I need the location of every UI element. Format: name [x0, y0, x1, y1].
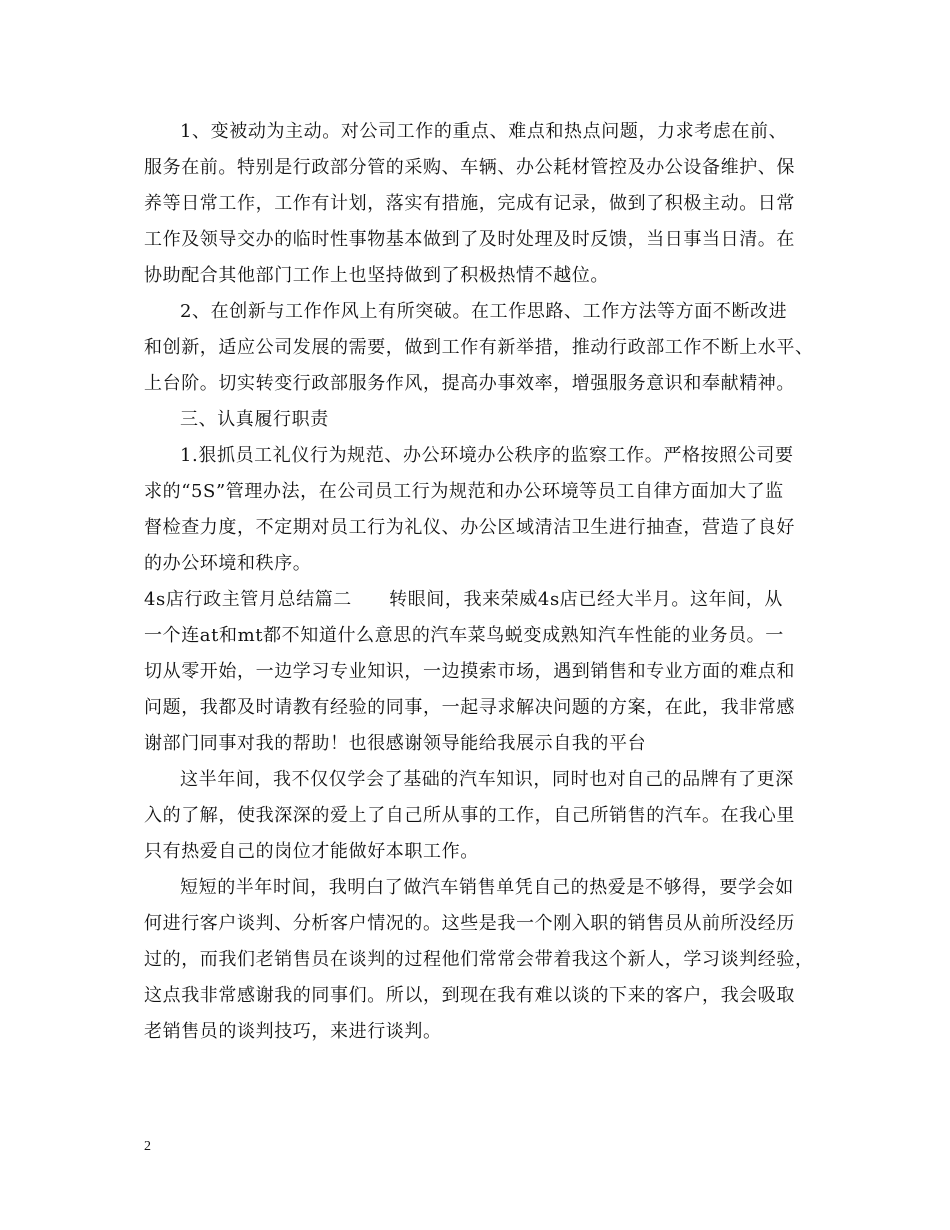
- text-line-3: 养等日常工作，工作有计划，落实有措施，完成有记录，做到了积极主动。日常: [144, 193, 795, 214]
- text-line-11: 求的“5S”管理办法，在公司员工行为规范和办公环境等员工自律方面加大了监: [144, 481, 784, 502]
- text-line-1: 1、变被动为主动。对公司工作的重点、难点和热点问题，力求考虑在前、: [180, 121, 788, 142]
- text-line-17: 问题，我都及时请教有经验的同事，一起寻求解决问题的方案，在此，我非常感: [144, 697, 795, 718]
- text-line-10: 1.狠抓员工礼仪行为规范、办公环境办公秩序的监察工作。严格按照公司要: [180, 445, 794, 466]
- text-line-25: 这点我非常感谢我的同事们。所以，到现在我有难以谈的下来的客户，我会吸取: [144, 985, 795, 1006]
- section-heading: 三、认真履行职责: [180, 409, 329, 430]
- text-line-16: 切从零开始，一边学习专业知识，一边摸索市场，遇到销售和专业方面的难点和: [144, 661, 795, 682]
- text-line-26: 老销售员的谈判技巧，来进行谈判。: [144, 1021, 442, 1042]
- text-line-4: 工作及领导交办的临时性事物基本做到了及时处理及时反馈，当日事当日清。在: [144, 229, 795, 250]
- text-line-13: 的办公环境和秩序。: [144, 553, 312, 574]
- text-line-14: 4s店行政主管月总结篇二 转眼间，我来荣威4s店已经大半月。这年间，从: [144, 589, 783, 610]
- text-line-7: 和创新，适应公司发展的需要，做到工作有新举措，推动行政部工作不断上水平、: [144, 337, 814, 358]
- text-line-22: 短短的半年时间，我明白了做汽车销售单凭自己的热爱是不够得，要学会如: [180, 877, 794, 898]
- text-line-24: 过的，而我们老销售员在谈判的过程他们常常会带着我这个新人，学习谈判经验，: [144, 949, 814, 970]
- text-line-8: 上台阶。切实转变行政部服务作风，提高办事效率，增强服务意识和奉献精神。: [144, 373, 795, 394]
- text-line-21: 只有热爱自己的岗位才能做好本职工作。: [144, 841, 479, 862]
- text-line-23: 何进行客户谈判、分析客户情况的。这些是我一个刚入职的销售员从前所没经历: [144, 913, 795, 934]
- page-number: 2: [144, 1139, 151, 1154]
- text-line-18: 谢部门同事对我的帮助！也很感谢领导能给我展示自我的平台: [144, 733, 647, 754]
- text-line-2: 服务在前。特别是行政部分管的采购、车辆、办公耗材管控及办公设备维护、保: [144, 157, 795, 178]
- text-line-20: 入的了解，使我深深的爱上了自己所从事的工作，自己所销售的汽车。在我心里: [144, 805, 795, 826]
- text-line-19: 这半年间，我不仅仅学会了基础的汽车知识，同时也对自己的品牌有了更深: [180, 769, 794, 790]
- text-line-6: 2、在创新与工作作风上有所突破。在工作思路、工作方法等方面不断改进: [180, 301, 788, 322]
- text-line-12: 督检查力度，不定期对员工行为礼仪、办公区域清洁卫生进行抽查，营造了良好: [144, 517, 795, 538]
- text-line-15: 一个连at和mt都不知道什么意思的汽车菜鸟蜕变成熟知汽车性能的业务员。一: [144, 625, 784, 646]
- text-line-5: 协助配合其他部门工作上也坚持做到了积极热情不越位。: [144, 265, 609, 286]
